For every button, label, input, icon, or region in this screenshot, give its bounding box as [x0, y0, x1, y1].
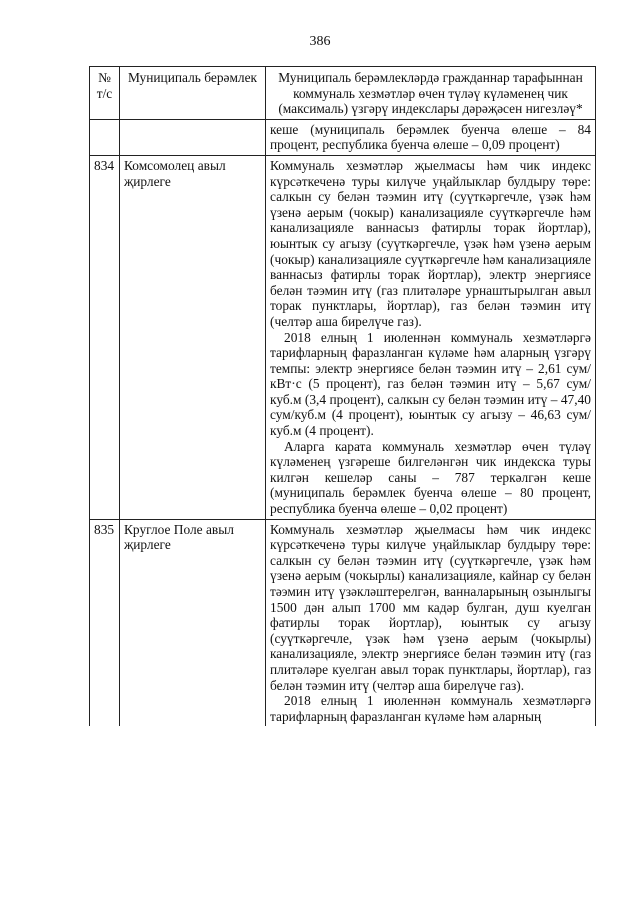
cell-description — [266, 119, 596, 155]
description-paragraph: 2018 елның 1 июленнән коммуналь хезмәтләргә тарифларның фаразланган күләме һәм аларның үзгәрү темпы: электр энергиясе белән тәэмин итү – 2,61 сум/кВт·с (5 процент), газ белән тәэмин итү – 5,67 сум/куб.м (3,4 процент), салкын су белән тәэмин итү – 47,40 сум/куб.м (4 процент), юынтык су агызу – 46,63 сум/куб.м (4 процент). — [270, 329, 591, 439]
table-row-continuation — [90, 119, 596, 155]
table-row-835 — [90, 519, 596, 726]
header-description: Муниципаль берәмлекләрдә гражданнар тарафыннан коммуналь хезмәтләр өчен түләү күләменең чик (максималь) үзгәрү индекслары дәрәҗәсен нигезләү* — [266, 67, 596, 120]
description-paragraph: Коммуналь хезмәтләр җыелмасы һәм чик индекс күрсәткеченә туры килүче уңайлыклар булдыру төре: салкын су белән тәэмин итү (суүткәргечле, үзәк һәм үзенә аерым (чокырлы) канализацияле, кайнар су белән тәэмин итү үзәкләштерелгән, ванналарының озынлыгы 1500 дән алып 1700 мм кадәр булган, душ куелган фатирлы торак йортлар), юынтык су агызу (суүткәргечле, үзәк һәм үзенә аерым (чокырлы) канализацияле, электр энергиясе белән тәэмин итү (газ плитәләре куелган авыл торак пунктлары, йортлар), газ белән тәэмин итү (челтәр аша бирелүче газ). — [270, 521, 591, 693]
description-paragraph: Аларга карата коммуналь хезмәтләр өчен түләү күләменең үзгәреше билгеләнгән чик индекска туры килгән кешеләр саны – 787 теркәлгән кеше (муниципаль берәмлек буенча өлеше – 80 процент, республика буенча өлеше – 0,02 процент) — [270, 438, 591, 517]
description-paragraph: 2018 елның 1 июленнән коммуналь хезмәтләргә тарифларның фаразланган күләме һәм аларның — [270, 693, 591, 724]
description-paragraph: кеше (муниципаль берәмлек буенча өлеше – 84 процент, республика буенча өлеше – 0,09 процент) — [270, 121, 591, 153]
page-number: 386 — [309, 34, 331, 49]
tariff-table — [89, 66, 596, 726]
cell-municipality: Комсомолец авыл җирлеге — [120, 155, 266, 519]
header-municipality: Муниципаль берәмлек — [120, 67, 266, 120]
cell-description — [266, 155, 596, 519]
cell-description — [266, 519, 596, 726]
cell-number — [90, 119, 120, 155]
cell-municipality: Круглое Поле авыл җирлеге — [120, 519, 266, 726]
table-header-row — [90, 67, 596, 120]
header-number: № т/с — [90, 67, 120, 120]
cell-number: 834 — [90, 155, 120, 519]
cell-municipality — [120, 119, 266, 155]
description-paragraph: Коммуналь хезмәтләр җыелмасы һәм чик индекс күрсәткеченә туры килүче уңайлыклар булдыру төре: салкын су белән тәэмин итү (суүткәргечле, үзәк һәм үзенә аерым (чокыр) канализацияле суүткәргечле һәм канализацияле ваннасыз фатирлы торак йортлар), юынтык су агызу (суүткәргечле, үзәк һәм үзенә аерым (чокыр) канализацияле суүткәргечле һәм канализацияле ваннасыз фатирлы торак йортлар), электр энергиясе белән тәэмин итү (газ плитәләре урнаштырылган авыл торак пунктлары, йортлар), газ белән тәэмин итү (челтәр аша бирелүче газ). — [270, 157, 591, 329]
cell-number: 835 — [90, 519, 120, 726]
table-row-834 — [90, 155, 596, 519]
